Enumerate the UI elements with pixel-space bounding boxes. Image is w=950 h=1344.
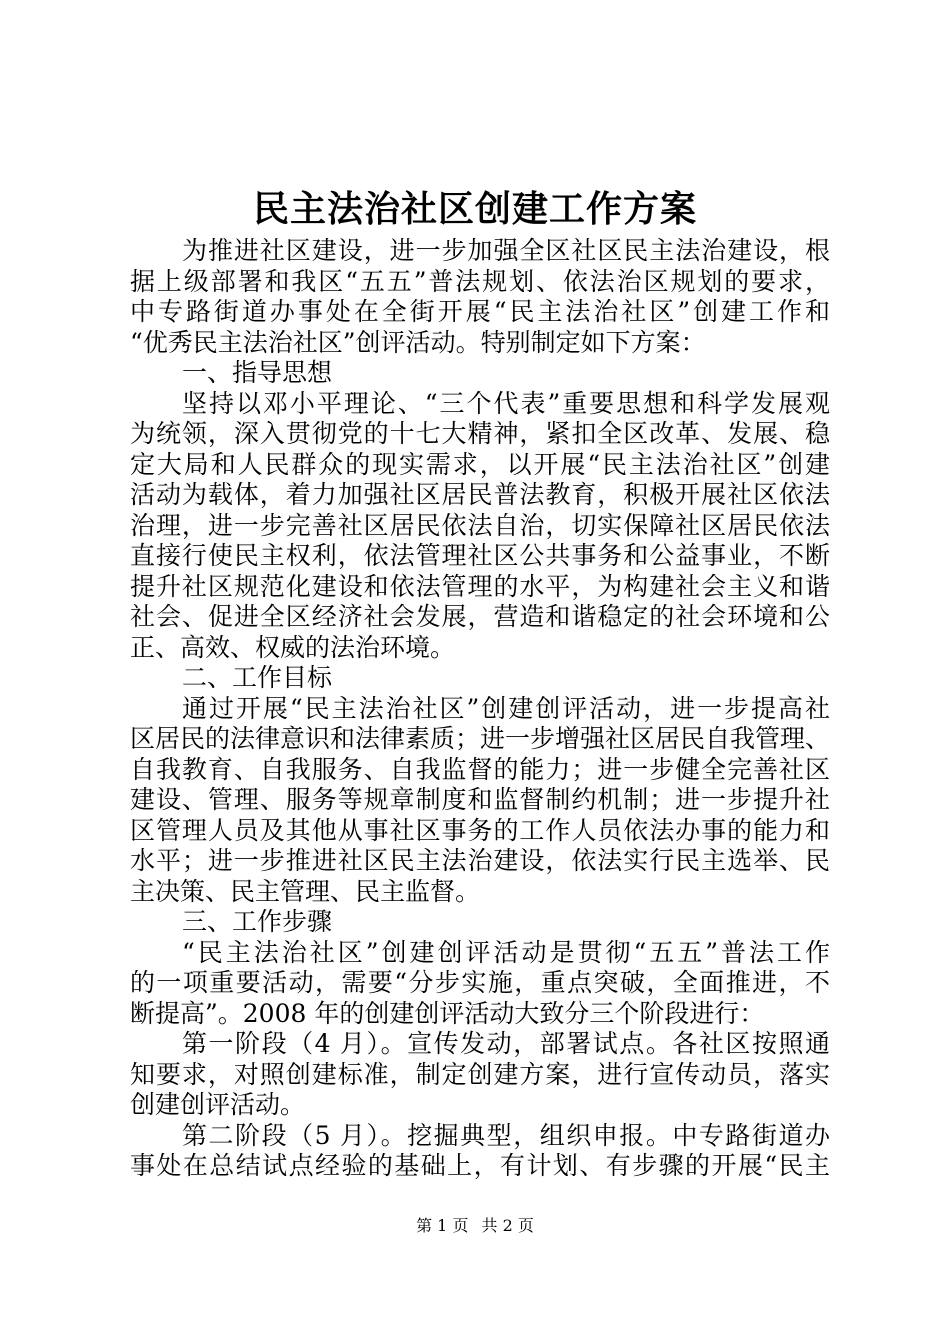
paragraph-line: 中专路街道办事处在全街开展“民主法治社区”创建工作和 xyxy=(130,297,830,326)
paragraph-line: 区居民的法律意识和法律素质；进一步增强社区居民自我管理、 xyxy=(130,724,831,753)
paragraph-line: 据上级部署和我区“五五”普法规划、依法治区规划的要求， xyxy=(130,266,830,296)
section-heading: 一、指导思想 xyxy=(182,358,333,387)
paragraph-line: 正、高效、权威的法治环境。 xyxy=(130,632,456,662)
paragraph-line: 主决策、民主管理、民主监督。 xyxy=(130,876,481,906)
paragraph-line: 事处在总结试点经验的基础上，有计划、有步骤的开展“民主 xyxy=(130,1151,830,1180)
section-heading: 三、工作步骤 xyxy=(182,907,333,936)
paragraph-line: 为推进社区建设，进一步加强全区社区民主法治建设，根 xyxy=(182,236,830,265)
paragraph-line: 区管理人员及其他从事社区事务的工作人员依法办事的能力和 xyxy=(130,815,830,845)
paragraph-line: 坚持以邓小平理论、“三个代表”重要思想和科学发展观 xyxy=(182,388,830,418)
paragraph-line: 直接行使民主权利，依法管理社区公共事务和公益事业，不断 xyxy=(130,541,830,570)
document-body xyxy=(130,236,830,1182)
paragraph-line: 知要求，对照创建标准，制定创建方案，进行宣传动员，落实 xyxy=(130,1059,830,1089)
paragraph-line: 第二阶段（5 月）。挖掘典型，组织申报。中专路街道办 xyxy=(182,1120,830,1150)
paragraph-line: 治理，进一步完善社区居民依法自治，切实保障社区居民依法 xyxy=(130,510,830,540)
paragraph-line: 通过开展“民主法治社区”创建创评活动，进一步提高社 xyxy=(182,693,830,723)
paragraph-line: 创建创评活动。 xyxy=(130,1090,306,1119)
page-count: 共 2 页 xyxy=(481,1216,534,1235)
paragraph-line: 社会、促进全区经济社会发展，营造和谐稳定的社会环境和公 xyxy=(130,602,830,631)
paragraph-line: 第一阶段（4 月）。宣传发动，部署试点。各社区按照通 xyxy=(182,1029,830,1058)
paragraph-line: 为统领，深入贯彻党的十七大精神，紧扣全区改革、发展、稳 xyxy=(130,419,830,448)
document-title: 民主法治社区创建工作方案 xyxy=(252,188,697,230)
section-heading: 二、工作目标 xyxy=(182,663,333,692)
paragraph-line: 活动为载体，着力加强社区居民普法教育，积极开展社区依法 xyxy=(130,480,830,509)
paragraph-line: 定大局和人民群众的现实需求，以开展“民主法治社区”创建 xyxy=(130,449,830,479)
paragraph-line: “优秀民主法治社区”创评活动。特别制定如下方案： xyxy=(130,327,706,357)
page-footer xyxy=(0,1216,950,1236)
page-number: 第 1 页 xyxy=(416,1216,469,1235)
paragraph-line: 提升社区规范化建设和依法管理的水平，为构建社会主义和谐 xyxy=(130,571,830,601)
paragraph-line: 水平；进一步推进社区民主法治建设，依法实行民主选举、民 xyxy=(130,846,830,875)
paragraph-line: 建设、管理、服务等规章制度和监督制约机制；进一步提升社 xyxy=(130,785,830,814)
paragraph-line: 自我教育、自我服务、自我监督的能力；进一步健全完善社区 xyxy=(130,754,830,784)
paragraph-line: 断提高”。2008 年的创建创评活动大致分三个阶段进行： xyxy=(130,998,765,1028)
paragraph-line: 的一项重要活动，需要“分步实施，重点突破，全面推进，不 xyxy=(130,968,830,997)
paragraph-line: “民主法治社区”创建创评活动是贯彻“五五”普法工作 xyxy=(182,937,830,967)
